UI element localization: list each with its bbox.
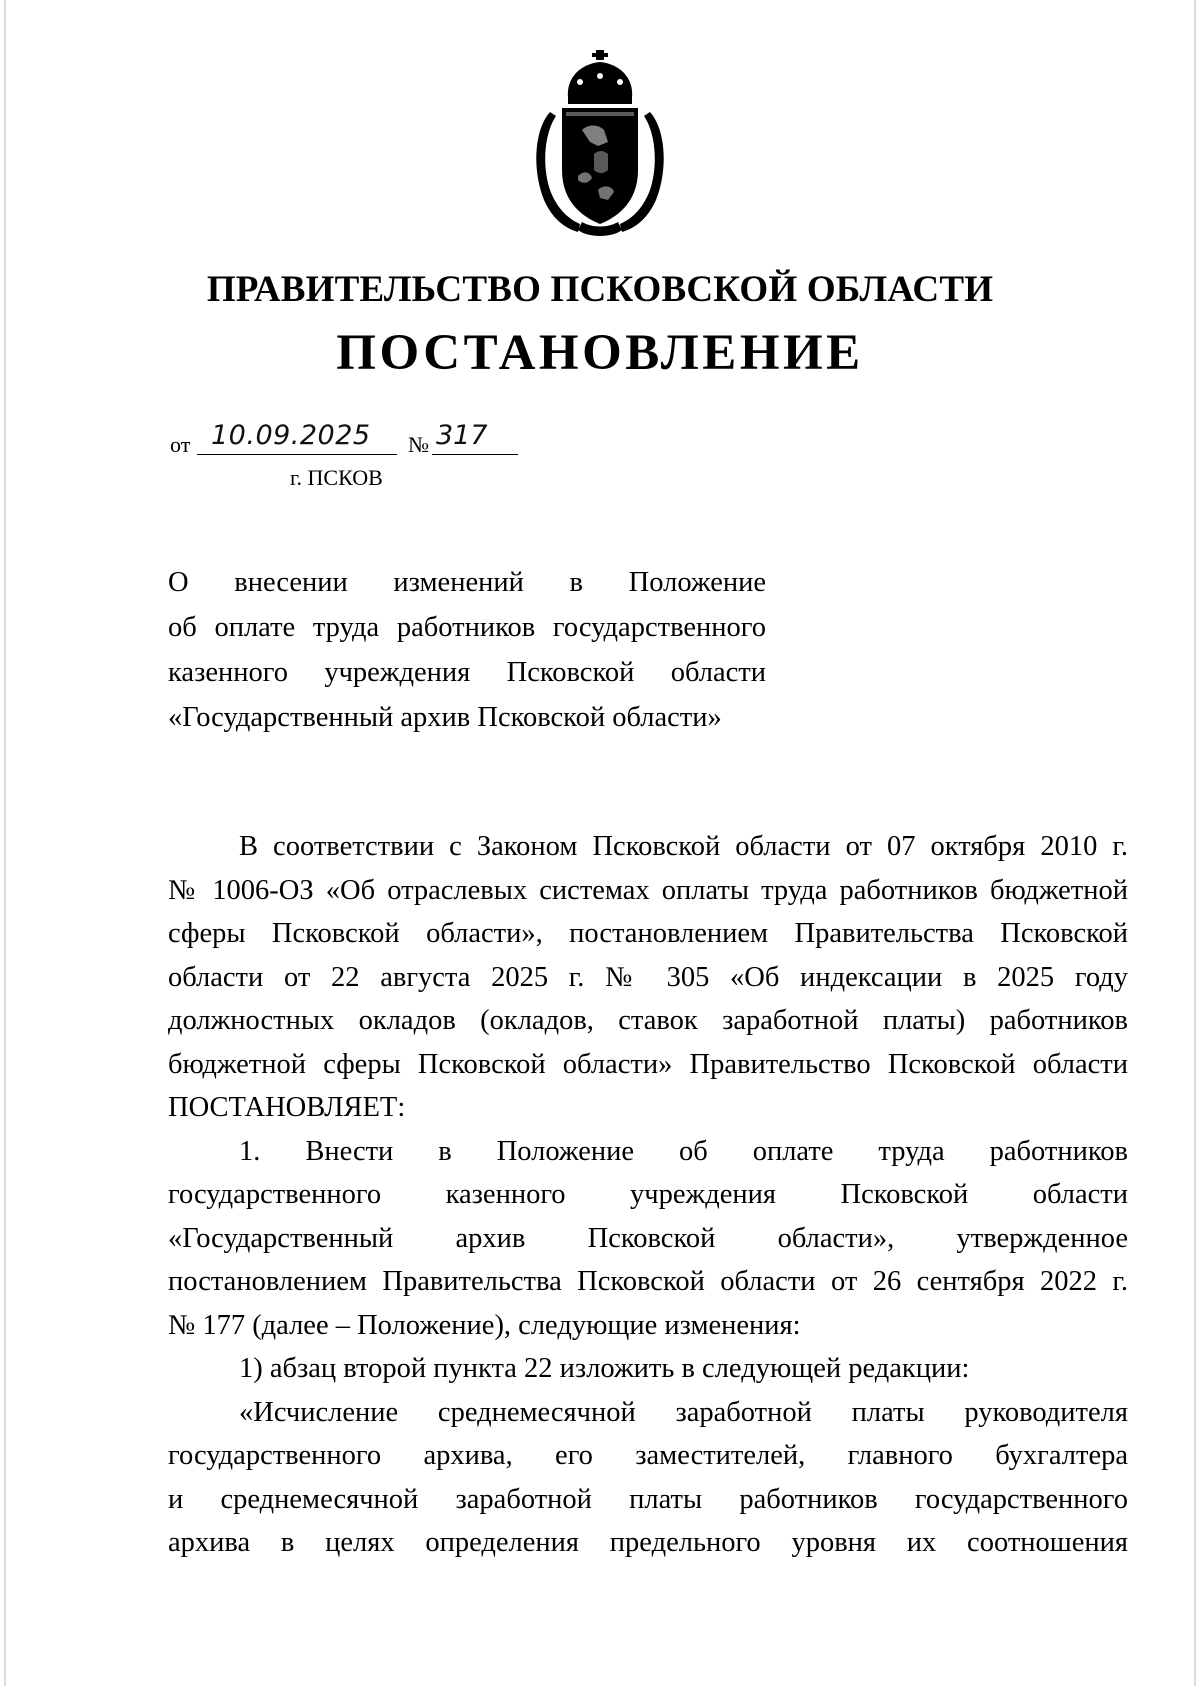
document-body [168, 825, 1128, 1565]
coat-of-arms-icon [528, 50, 672, 240]
scan-edge-right [1194, 0, 1196, 1686]
document-type-title: ПОСТАНОВЛЕНИЕ [336, 325, 864, 381]
body-line: бюджетной сферы Псковской области» Правительство Псковской области [168, 1048, 1128, 1080]
body-line: № 1006-ОЗ «Об отраслевых системах оплаты труда работников бюджетной [168, 874, 1128, 906]
date-field [197, 422, 397, 455]
body-line: и среднемесячной заработной платы работников государственного [168, 1483, 1128, 1515]
body-line: В соответствии с Законом Псковской области от 07 октября 2010 г. [239, 831, 1128, 862]
body-line: должностных окладов (окладов, ставок заработной платы) работников [168, 1005, 1128, 1036]
subject-line: об оплате труда работников государственного [168, 612, 766, 643]
body-line: архива в целях определения предельного уровня их соотношения [168, 1527, 1128, 1558]
body-line: государственного архива, его заместителей, главного бухгалтера [168, 1440, 1128, 1471]
subject-line: О внесении изменений в Положение [168, 567, 766, 598]
body-line: постановлением Правительства Псковской области от 26 сентября 2022 г. [168, 1266, 1128, 1297]
subject-line: «Государственный архив Псковской области» [168, 702, 722, 733]
body-line: области от 22 августа 2025 г. № 305 «Об индексации в 2025 году [168, 961, 1128, 993]
document-subject [168, 560, 766, 740]
body-line: «Исчисление среднемесячной заработной платы руководителя [239, 1396, 1128, 1428]
body-line: ПОСТАНОВЛЯЕТ: [168, 1092, 406, 1123]
body-line: государственного казенного учреждения Псковской области [168, 1179, 1128, 1210]
date-label: от [170, 432, 191, 457]
body-line: 1. Внести в Положение об оплате труда работников [239, 1135, 1128, 1167]
handwritten-date: 10.09.2025 [211, 420, 371, 451]
body-line: 1) абзац второй пункта 22 изложить в следующей редакции: [239, 1353, 970, 1384]
handwritten-number: 317 [436, 420, 488, 451]
city-label: г. ПСКОВ [290, 465, 383, 490]
government-name: ПРАВИТЕЛЬСТВО ПСКОВСКОЙ ОБЛАСТИ [206, 269, 994, 310]
body-line: № 177 (далее – Положение), следующие изменения: [168, 1309, 801, 1341]
subject-line: казенного учреждения Псковской области [168, 657, 766, 688]
number-field [432, 422, 518, 455]
body-line: сферы Псковской области», постановлением Правительства Псковской [168, 918, 1128, 949]
number-label: № [408, 432, 429, 457]
body-line: «Государственный архив Псковской области», утвержденное [168, 1222, 1128, 1254]
scan-edge-left [4, 0, 6, 1686]
